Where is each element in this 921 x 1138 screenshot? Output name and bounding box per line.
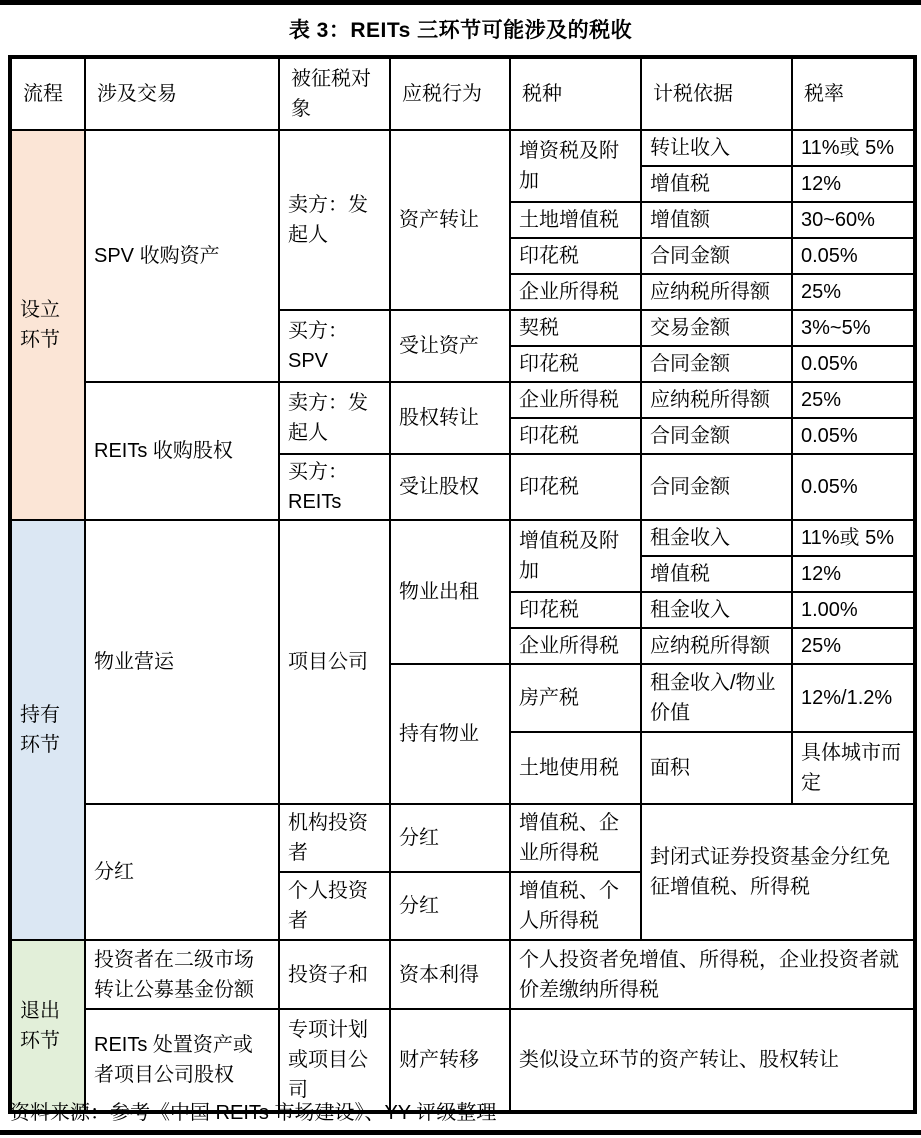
header-taxed-party: 被征税对象 [279, 57, 390, 130]
table-row [10, 804, 915, 872]
table-cell: 0.05% [792, 418, 915, 454]
table-cell: 受让资产 [390, 310, 510, 382]
table-cell: 印花税 [510, 238, 641, 274]
table-row [10, 1009, 915, 1112]
stage-holding-cell: 持有环节 [10, 520, 85, 940]
table-cell: 专项计划或项目公司 [279, 1009, 390, 1112]
table-cell: 资产转让 [390, 130, 510, 310]
table-cell: 土地使用税 [510, 732, 641, 804]
table-cell: 财产转移 [390, 1009, 510, 1112]
table-cell: 投资者在二级市场转让公募基金份额 [85, 940, 279, 1009]
table-cell: 转让收入 [641, 130, 792, 166]
table-cell: 卖方：发起人 [279, 382, 390, 454]
table-cell: 交易金额 [641, 310, 792, 346]
table-cell: 增值额 [641, 202, 792, 238]
table-cell: 合同金额 [641, 238, 792, 274]
table-cell: 租金收入 [641, 592, 792, 628]
table-cell: 12%/1.2% [792, 664, 915, 732]
table-cell: 租金收入/物业价值 [641, 664, 792, 732]
table-cell: 项目公司 [279, 520, 390, 804]
table-cell: 应纳税所得额 [641, 274, 792, 310]
table-cell: 印花税 [510, 592, 641, 628]
table-cell: 投资子和 [279, 940, 390, 1009]
header-tax-type: 税种 [510, 57, 641, 130]
table-cell: 合同金额 [641, 454, 792, 520]
table-cell: 1.00% [792, 592, 915, 628]
table-cell: 个人投资者 [279, 872, 390, 940]
table-cell: 企业所得税 [510, 628, 641, 664]
table-cell: 物业营运 [85, 520, 279, 804]
table-cell: 分红 [390, 804, 510, 872]
table-cell: 资本利得 [390, 940, 510, 1009]
table-cell: 30~60% [792, 202, 915, 238]
table-cell: 买方：SPV [279, 310, 390, 382]
table-cell: 增值税及附加 [510, 520, 641, 592]
table-cell: 0.05% [792, 346, 915, 382]
table-cell: 25% [792, 628, 915, 664]
table-cell: 企业所得税 [510, 382, 641, 418]
header-tax-rate: 税率 [792, 57, 915, 130]
table-cell: 增值税 [641, 556, 792, 592]
table-row [10, 130, 915, 166]
table-cell: 企业所得税 [510, 274, 641, 310]
table-cell: 合同金额 [641, 346, 792, 382]
header-taxable-act: 应税行为 [390, 57, 510, 130]
table-cell: 0.05% [792, 238, 915, 274]
bottom-rule [0, 1130, 921, 1135]
table-cell: 应纳税所得额 [641, 382, 792, 418]
table-title: 表 3：REITs 三环节可能涉及的税收 [288, 19, 633, 42]
table-cell: 类似设立环节的资产转让、股权转让 [510, 1009, 915, 1112]
table-cell: 封闭式证券投资基金分红免征增值税、所得税 [641, 804, 915, 940]
table-cell: 应纳税所得额 [641, 628, 792, 664]
table-cell: 3%~5% [792, 310, 915, 346]
table-row [10, 940, 915, 1009]
table-cell: REITs 处置资产或者项目公司股权 [85, 1009, 279, 1112]
table-cell: 25% [792, 274, 915, 310]
table-cell: 12% [792, 166, 915, 202]
table-cell: 买方：REITs [279, 454, 390, 520]
table-cell: REITs 收购股权 [85, 382, 279, 520]
table-row [10, 382, 915, 418]
stage-setup-cell: 设立环节 [10, 130, 85, 520]
table-header-row [10, 57, 915, 130]
header-transaction: 涉及交易 [85, 57, 279, 130]
top-rule [0, 0, 921, 5]
table-cell: 契税 [510, 310, 641, 346]
table-cell: 11%或 5% [792, 130, 915, 166]
table-cell: 房产税 [510, 664, 641, 732]
table-cell: 12% [792, 556, 915, 592]
table-cell: 机构投资者 [279, 804, 390, 872]
table-cell: 印花税 [510, 418, 641, 454]
table-cell: 分红 [85, 804, 279, 940]
table-cell: 11%或 5% [792, 520, 915, 556]
table-cell: 受让股权 [390, 454, 510, 520]
source-note: 资料来源：参考《中国 REITs 市场建设》、YY 评级整理 [10, 1102, 497, 1124]
table-cell: 具体城市而定 [792, 732, 915, 804]
table-cell: 持有物业 [390, 664, 510, 804]
header-tax-basis: 计税依据 [641, 57, 792, 130]
table-cell: 物业出租 [390, 520, 510, 664]
reits-tax-table [8, 55, 917, 1114]
table-cell: 卖方：发起人 [279, 130, 390, 310]
table-cell: 增值税、企业所得税 [510, 804, 641, 872]
table-cell: 合同金额 [641, 418, 792, 454]
table-row [10, 520, 915, 556]
table-cell: SPV 收购资产 [85, 130, 279, 382]
table-cell: 25% [792, 382, 915, 418]
table-cell: 个人投资者免增值、所得税，企业投资者就价差缴纳所得税 [510, 940, 915, 1009]
table-cell: 租金收入 [641, 520, 792, 556]
header-process: 流程 [10, 57, 85, 130]
table-cell: 增资税及附加 [510, 130, 641, 202]
table-cell: 面积 [641, 732, 792, 804]
table-cell: 印花税 [510, 454, 641, 520]
table-cell: 股权转让 [390, 382, 510, 454]
stage-exit-cell: 退出环节 [10, 940, 85, 1112]
table-cell: 0.05% [792, 454, 915, 520]
table-cell: 增值税 [641, 166, 792, 202]
table-cell: 土地增值税 [510, 202, 641, 238]
table-cell: 印花税 [510, 346, 641, 382]
table-cell: 增值税、个人所得税 [510, 872, 641, 940]
table-cell: 分红 [390, 872, 510, 940]
